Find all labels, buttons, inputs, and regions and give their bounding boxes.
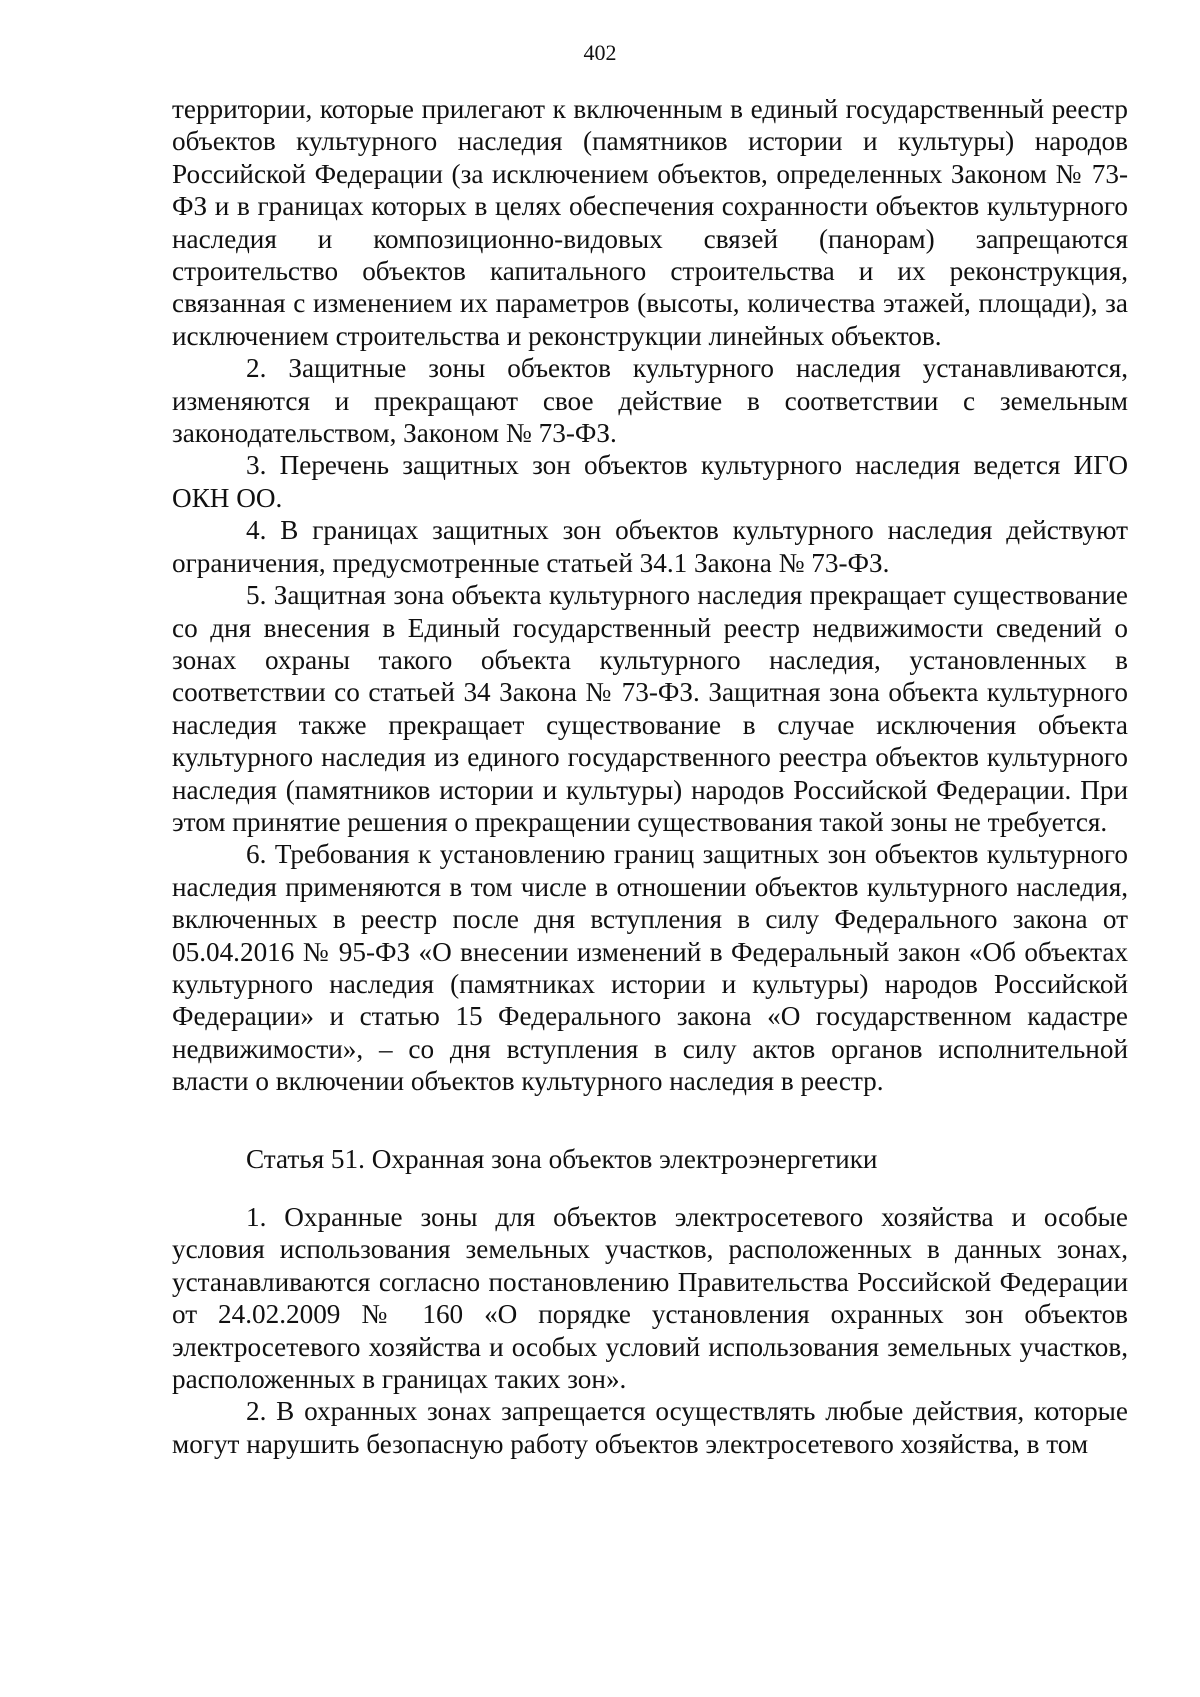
- paragraph-item-5: 5. Защитная зона объекта культурного наследия прекращает существование со дня внесения в Единый государственный реестр недвижимости сведений о зонах охраны такого объекта культурного наследия, установленных в соответствии со статьей 34 Закона № 73-ФЗ. Защитная зона объекта культурного наследия также прекращает существование в случае исключения объекта культурного наследия из единого государственного реестра объектов культурного наследия (памятников истории и культуры) народов Российской Федерации. При этом принятие решения о прекращении существования такой зоны не требуется.: [172, 580, 1128, 837]
- paragraph-item-6: 6. Требования к установлению границ защитных зон объектов культурного наследия применяются в том числе в отношении объектов культурного наследия, включенных в реестр после дня вступления в силу Федерального закона от 05.04.2016 № 95-ФЗ «О внесении изменений в Федеральный закон «Об объектах культурного наследия (памятниках истории и культуры) народов Российской Федерации» и статью 15 Федерального закона «О государственном кадастре недвижимости», – со дня вступления в силу актов органов исполнительной власти о включении объектов культурного наследия в реестр.: [172, 839, 1128, 1097]
- paragraph-item-4: 4. В границах защитных зон объектов культурного наследия действуют ограничения, предусмотренные статьей 34.1 Закона № 73-ФЗ.: [172, 515, 1128, 578]
- paragraph-item-2: 2. Защитные зоны объектов культурного наследия устанавливаются, изменяются и прекращают свое действие в соответствии с земельным законодательством, Законом № 73-ФЗ.: [172, 353, 1128, 449]
- article-paragraph-1: 1. Охранные зоны для объектов электросетевого хозяйства и особые условия использования земельных участков, расположенных в данных зонах, устанавливаются согласно постановлению Правительства Российской Федерации от 24.02.2009 № 160 «О порядке установления охранных зон объектов электросетевого хозяйства и особых условий использования земельных участков, расположенных в границах таких зон».: [172, 1202, 1128, 1395]
- document-body: [172, 93, 1128, 1460]
- page-number: 402: [583, 40, 617, 65]
- article-paragraph-2: 2. В охранных зонах запрещается осуществлять любые действия, которые могут нарушить безопасную работу объектов электросетевого хозяйства, в том: [172, 1396, 1128, 1459]
- paragraph-continuation: территории, которые прилегают к включенным в единый государственный реестр объектов культурного наследия (памятников истории и культуры) народов Российской Федерации (за исключением объектов, определенных Законом № 73-ФЗ и в границах которых в целях обеспечения сохранности объектов культурного наследия и композиционно-видовых связей (панорам) запрещаются строительство объектов капитального строительства и их реконструкция, связанная с изменением их параметров (высоты, количества этажей, площади), за исключением строительства и реконструкции линейных объектов.: [172, 94, 1128, 351]
- article-heading: Статья 51. Охранная зона объектов электроэнергетики: [246, 1143, 878, 1174]
- paragraph-item-3: 3. Перечень защитных зон объектов культурного наследия ведется ИГО ОКН ОО.: [172, 450, 1128, 513]
